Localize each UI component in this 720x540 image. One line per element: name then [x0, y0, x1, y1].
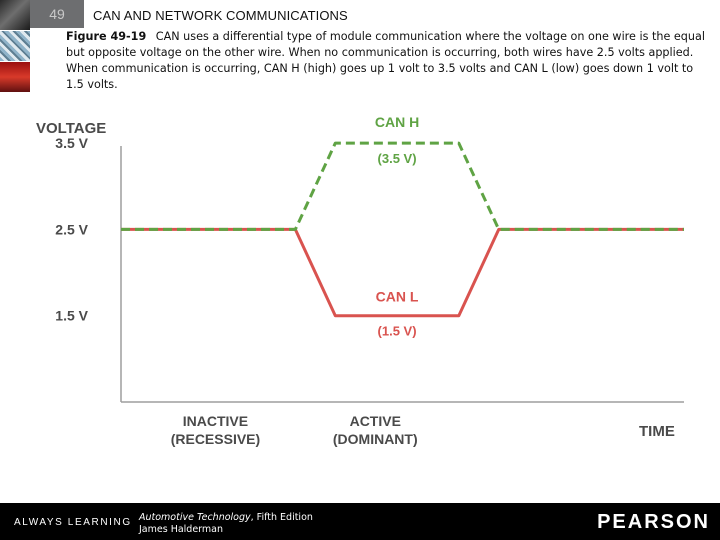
- x-axis-label: TIME: [639, 423, 675, 440]
- x-label-line2-0: (RECESSIVE): [170, 431, 261, 447]
- figure-caption: [66, 29, 706, 93]
- book-edition: , Fifth Edition: [250, 512, 313, 523]
- book-title: Automotive Technology: [139, 512, 251, 523]
- slide-number: 49: [30, 0, 84, 28]
- slide-title: CAN AND NETWORK COMMUNICATIONS: [93, 8, 348, 23]
- x-label-line1-1: ACTIVE: [349, 413, 401, 429]
- can-l-label: CAN L: [375, 288, 419, 305]
- y-tick-label-2: 1.5 V: [55, 307, 88, 324]
- always-learning-tagline: ALWAYS LEARNING: [14, 517, 132, 528]
- can-h-value-label: (3.5 V): [377, 151, 417, 167]
- can-h-label: CAN H: [374, 114, 420, 131]
- footer-bar: [0, 503, 720, 540]
- caption-text: CAN uses a differential type of module communication where the voltage on one wire is the equal but opposite voltage on the other wire. When no communication is occurring, both wires have 2.5 volts applied. When communication is occurring, CAN H (high) goes up 1 volt to 3.5 volts and CAN L (low) goes down 1 volt to 1.5 volts.: [66, 30, 705, 91]
- can-voltage-chart: [0, 100, 720, 460]
- figure-label: Figure 49-19: [66, 30, 147, 43]
- slide-thumbnails: [0, 0, 30, 94]
- pattern-thumbnail: [0, 31, 30, 61]
- pearson-logo: PEARSON: [597, 511, 710, 533]
- engine-thumbnail: [0, 0, 30, 30]
- x-label-line2-1: (DOMINANT): [332, 431, 418, 447]
- y-axis-label: VOLTAGE: [36, 120, 107, 137]
- book-credit: [139, 512, 313, 536]
- car-thumbnail: [0, 62, 30, 92]
- x-label-line1-0: INACTIVE: [182, 413, 249, 429]
- y-tick-label-1: 2.5 V: [55, 221, 88, 238]
- can-l-value-label: (1.5 V): [377, 323, 417, 339]
- y-tick-label-0: 3.5 V: [55, 135, 88, 152]
- book-author: James Halderman: [139, 524, 224, 535]
